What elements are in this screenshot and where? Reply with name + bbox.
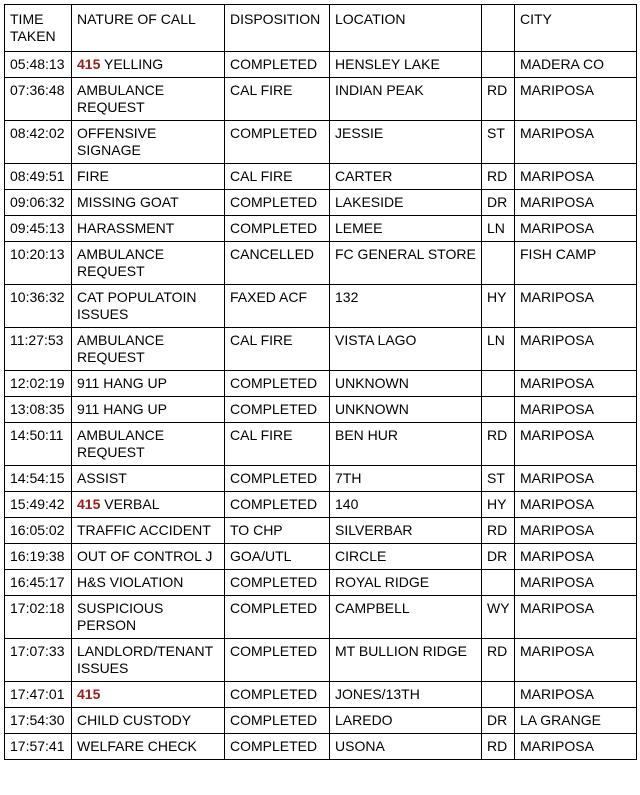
nature-text: FIRE xyxy=(77,168,109,184)
time-cell: 11:27:53 xyxy=(5,328,72,371)
city-cell: MARIPOSA xyxy=(515,682,637,708)
location-cell: FC GENERAL STORE xyxy=(330,242,482,285)
disposition-cell: CAL FIRE xyxy=(225,423,330,466)
nature-text: OUT OF CONTROL J xyxy=(77,548,213,564)
location-cell: CAMPBELL xyxy=(330,596,482,639)
nature-cell xyxy=(72,371,225,397)
city-cell: MARIPOSA xyxy=(515,544,637,570)
table-row xyxy=(5,328,637,371)
nature-cell xyxy=(72,544,225,570)
location-cell: SILVERBAR xyxy=(330,518,482,544)
time-cell: 14:50:11 xyxy=(5,423,72,466)
penal-code-label: 415 xyxy=(77,686,101,702)
disposition-cell: COMPLETED xyxy=(225,190,330,216)
disposition-cell: COMPLETED xyxy=(225,216,330,242)
city-cell: MARIPOSA xyxy=(515,397,637,423)
table-row xyxy=(5,544,637,570)
location-cell: JESSIE xyxy=(330,121,482,164)
disposition-cell: COMPLETED xyxy=(225,596,330,639)
city-cell: MARIPOSA xyxy=(515,371,637,397)
city-cell: MARIPOSA xyxy=(515,121,637,164)
time-cell: 08:49:51 xyxy=(5,164,72,190)
nature-text: WELFARE CHECK xyxy=(77,738,197,754)
location-cell: USONA xyxy=(330,734,482,760)
nature-cell xyxy=(72,78,225,121)
city-cell: MARIPOSA xyxy=(515,216,637,242)
nature-cell xyxy=(72,570,225,596)
time-cell: 09:06:32 xyxy=(5,190,72,216)
location-cell: LAKESIDE xyxy=(330,190,482,216)
disposition-cell: CAL FIRE xyxy=(225,78,330,121)
location-cell: JONES/13TH xyxy=(330,682,482,708)
disposition-cell: COMPLETED xyxy=(225,682,330,708)
table-row xyxy=(5,371,637,397)
street-suffix-cell xyxy=(482,52,515,78)
street-suffix-cell: HY xyxy=(482,492,515,518)
city-cell: MARIPOSA xyxy=(515,492,637,518)
nature-cell xyxy=(72,121,225,164)
location-cell: UNKNOWN xyxy=(330,397,482,423)
street-suffix-cell xyxy=(482,570,515,596)
disposition-cell: COMPLETED xyxy=(225,734,330,760)
nature-text: YELLING xyxy=(104,56,164,72)
time-cell: 16:05:02 xyxy=(5,518,72,544)
street-suffix-cell: LN xyxy=(482,328,515,371)
header-time: TIME TAKEN xyxy=(5,5,72,52)
disposition-cell: CAL FIRE xyxy=(225,328,330,371)
time-cell: 14:54:15 xyxy=(5,466,72,492)
nature-text: SUSPICIOUS PERSON xyxy=(77,600,164,633)
header-location: LOCATION xyxy=(330,5,482,52)
street-suffix-cell: DR xyxy=(482,190,515,216)
disposition-cell: CANCELLED xyxy=(225,242,330,285)
street-suffix-cell: DR xyxy=(482,544,515,570)
location-cell: HENSLEY LAKE xyxy=(330,52,482,78)
nature-text: ASSIST xyxy=(77,470,127,486)
time-cell: 08:42:02 xyxy=(5,121,72,164)
nature-text: H&S VIOLATION xyxy=(77,574,184,590)
disposition-cell: COMPLETED xyxy=(225,639,330,682)
table-row xyxy=(5,190,637,216)
time-cell: 15:49:42 xyxy=(5,492,72,518)
nature-cell xyxy=(72,423,225,466)
table-row xyxy=(5,121,637,164)
disposition-cell: COMPLETED xyxy=(225,371,330,397)
city-cell: MARIPOSA xyxy=(515,734,637,760)
street-suffix-cell: ST xyxy=(482,121,515,164)
street-suffix-cell: RD xyxy=(482,518,515,544)
table-row xyxy=(5,164,637,190)
table-row xyxy=(5,596,637,639)
disposition-cell: COMPLETED xyxy=(225,708,330,734)
location-cell: 140 xyxy=(330,492,482,518)
disposition-cell: COMPLETED xyxy=(225,466,330,492)
time-cell: 17:07:33 xyxy=(5,639,72,682)
city-cell: MARIPOSA xyxy=(515,639,637,682)
nature-cell xyxy=(72,708,225,734)
nature-text: TRAFFIC ACCIDENT xyxy=(77,522,211,538)
street-suffix-cell: HY xyxy=(482,285,515,328)
header-suffix xyxy=(482,5,515,52)
time-cell: 09:45:13 xyxy=(5,216,72,242)
city-cell: FISH CAMP xyxy=(515,242,637,285)
street-suffix-cell xyxy=(482,682,515,708)
table-row xyxy=(5,492,637,518)
city-cell: MARIPOSA xyxy=(515,164,637,190)
disposition-cell: GOA/UTL xyxy=(225,544,330,570)
street-suffix-cell: RD xyxy=(482,78,515,121)
street-suffix-cell: LN xyxy=(482,216,515,242)
time-cell: 05:48:13 xyxy=(5,52,72,78)
time-cell: 17:54:30 xyxy=(5,708,72,734)
disposition-cell: TO CHP xyxy=(225,518,330,544)
disposition-cell: CAL FIRE xyxy=(225,164,330,190)
table-row xyxy=(5,466,637,492)
street-suffix-cell: WY xyxy=(482,596,515,639)
street-suffix-cell: RD xyxy=(482,639,515,682)
street-suffix-cell: RD xyxy=(482,164,515,190)
disposition-cell: COMPLETED xyxy=(225,397,330,423)
penal-code-label: 415 xyxy=(77,496,101,512)
header-nature: NATURE OF CALL xyxy=(72,5,225,52)
location-cell: 7TH xyxy=(330,466,482,492)
nature-cell xyxy=(72,164,225,190)
street-suffix-cell: RD xyxy=(482,423,515,466)
location-cell: MT BULLION RIDGE xyxy=(330,639,482,682)
nature-text: AMBULANCE REQUEST xyxy=(77,246,165,279)
table-row xyxy=(5,708,637,734)
penal-code-label: 415 xyxy=(77,56,101,72)
time-cell: 13:08:35 xyxy=(5,397,72,423)
table-row xyxy=(5,734,637,760)
city-cell: MARIPOSA xyxy=(515,570,637,596)
nature-text: OFFENSIVE SIGNAGE xyxy=(77,125,157,158)
city-cell: LA GRANGE xyxy=(515,708,637,734)
location-cell: 132 xyxy=(330,285,482,328)
nature-text: 911 HANG UP xyxy=(77,401,167,417)
nature-text: VERBAL xyxy=(104,496,160,512)
time-cell: 10:36:32 xyxy=(5,285,72,328)
disposition-cell: FAXED ACF xyxy=(225,285,330,328)
location-cell: BEN HUR xyxy=(330,423,482,466)
nature-text: AMBULANCE REQUEST xyxy=(77,427,165,460)
nature-cell xyxy=(72,52,225,78)
time-cell: 17:02:18 xyxy=(5,596,72,639)
street-suffix-cell xyxy=(482,397,515,423)
location-cell: LAREDO xyxy=(330,708,482,734)
disposition-cell: COMPLETED xyxy=(225,52,330,78)
nature-cell xyxy=(72,518,225,544)
nature-cell xyxy=(72,596,225,639)
call-log-table xyxy=(4,4,637,760)
nature-cell xyxy=(72,397,225,423)
nature-cell xyxy=(72,492,225,518)
nature-cell xyxy=(72,328,225,371)
nature-cell xyxy=(72,466,225,492)
table-row xyxy=(5,682,637,708)
time-cell: 16:45:17 xyxy=(5,570,72,596)
location-cell: INDIAN PEAK xyxy=(330,78,482,121)
city-cell: MARIPOSA xyxy=(515,78,637,121)
table-row xyxy=(5,639,637,682)
nature-text: AMBULANCE REQUEST xyxy=(77,332,165,365)
nature-text: HARASSMENT xyxy=(77,220,175,236)
nature-text: AMBULANCE REQUEST xyxy=(77,82,165,115)
time-cell: 17:47:01 xyxy=(5,682,72,708)
street-suffix-cell xyxy=(482,242,515,285)
time-cell: 10:20:13 xyxy=(5,242,72,285)
city-cell: MARIPOSA xyxy=(515,596,637,639)
time-cell: 17:57:41 xyxy=(5,734,72,760)
street-suffix-cell xyxy=(482,371,515,397)
table-row xyxy=(5,78,637,121)
street-suffix-cell: RD xyxy=(482,734,515,760)
city-cell: MARIPOSA xyxy=(515,518,637,544)
table-row xyxy=(5,242,637,285)
time-cell: 07:36:48 xyxy=(5,78,72,121)
header-disposition: DISPOSITION xyxy=(225,5,330,52)
location-cell: UNKNOWN xyxy=(330,371,482,397)
street-suffix-cell: ST xyxy=(482,466,515,492)
city-cell: MARIPOSA xyxy=(515,423,637,466)
table-row xyxy=(5,570,637,596)
location-cell: ROYAL RIDGE xyxy=(330,570,482,596)
location-cell: CIRCLE xyxy=(330,544,482,570)
header-city: CITY xyxy=(515,5,637,52)
table-row xyxy=(5,52,637,78)
disposition-cell: COMPLETED xyxy=(225,570,330,596)
nature-cell xyxy=(72,285,225,328)
time-cell: 16:19:38 xyxy=(5,544,72,570)
nature-cell xyxy=(72,190,225,216)
city-cell: MARIPOSA xyxy=(515,328,637,371)
nature-text: CAT POPULATOIN ISSUES xyxy=(77,289,197,322)
header-row xyxy=(5,5,637,52)
nature-cell xyxy=(72,682,225,708)
nature-text: 911 HANG UP xyxy=(77,375,167,391)
city-cell: MARIPOSA xyxy=(515,285,637,328)
city-cell: MADERA CO xyxy=(515,52,637,78)
nature-text: LANDLORD/TENANT ISSUES xyxy=(77,643,213,676)
disposition-cell: COMPLETED xyxy=(225,121,330,164)
nature-text: MISSING GOAT xyxy=(77,194,179,210)
time-cell: 12:02:19 xyxy=(5,371,72,397)
nature-cell xyxy=(72,639,225,682)
table-row xyxy=(5,285,637,328)
table-row xyxy=(5,397,637,423)
table-row xyxy=(5,423,637,466)
disposition-cell: COMPLETED xyxy=(225,492,330,518)
nature-text: CHILD CUSTODY xyxy=(77,712,192,728)
location-cell: LEMEE xyxy=(330,216,482,242)
nature-cell xyxy=(72,242,225,285)
table-row xyxy=(5,518,637,544)
table-row xyxy=(5,216,637,242)
nature-cell xyxy=(72,216,225,242)
street-suffix-cell: DR xyxy=(482,708,515,734)
city-cell: MARIPOSA xyxy=(515,466,637,492)
city-cell: MARIPOSA xyxy=(515,190,637,216)
location-cell: VISTA LAGO xyxy=(330,328,482,371)
location-cell: CARTER xyxy=(330,164,482,190)
nature-cell xyxy=(72,734,225,760)
